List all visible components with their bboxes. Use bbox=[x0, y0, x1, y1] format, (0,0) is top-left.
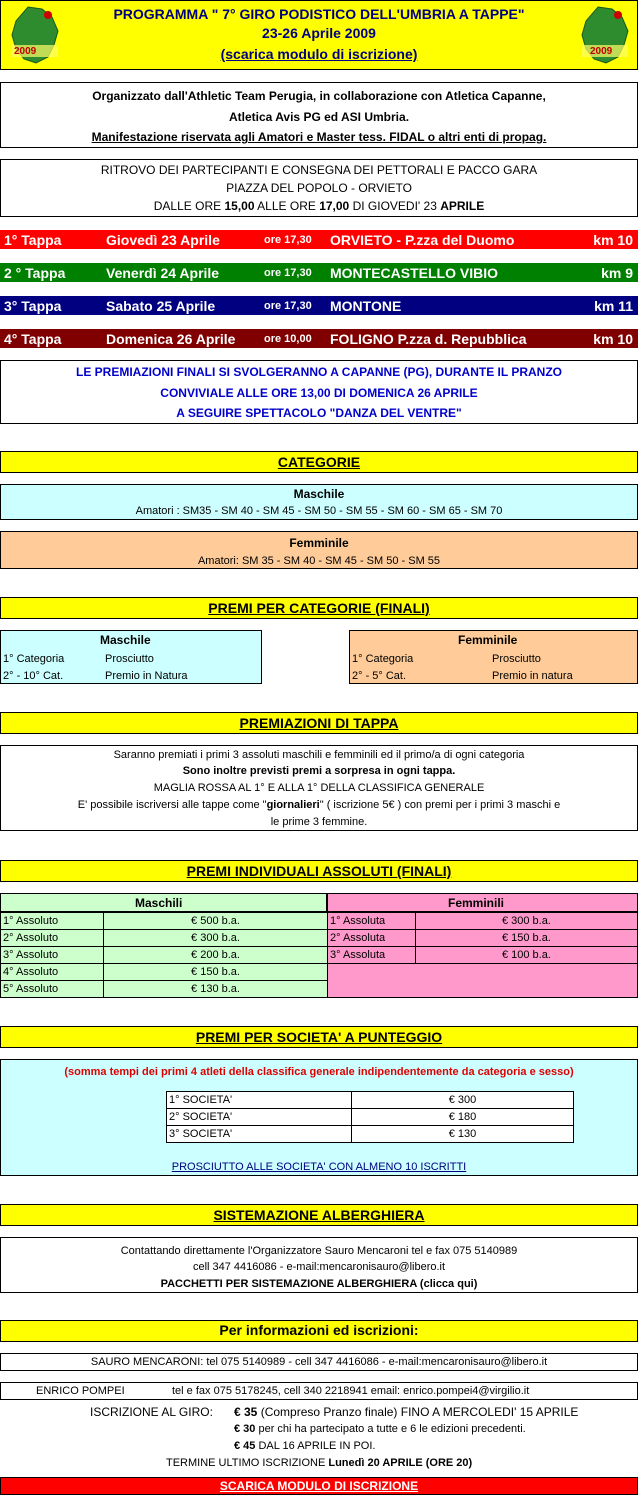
stage-row-4: 4° Tappa Domenica 26 Aprile ore 10,00 FOLIGNO P.zza d. Repubblica km 10 bbox=[0, 329, 638, 348]
premi-cat-m-row-2-cat: 2° - 10° Cat. bbox=[3, 670, 64, 682]
info-contact-1: SAURO MENCARONI: tel 075 5140989 - cell 347 4416086 - e-mail:mencaronisauro@libero.it bbox=[90, 1356, 548, 1368]
iscrizione-label: ISCRIZIONE AL GIRO: bbox=[90, 1405, 213, 1419]
ritrovo-line-1: RITROVO DEI PARTECIPANTI E CONSEGNA DEI PETTORALI E PACCO GARA bbox=[100, 163, 538, 177]
premi-ind-maschili-label: Maschili bbox=[135, 896, 183, 910]
premiazioni-finali-line-1: LE PREMIAZIONI FINALI SI SVOLGERANNO A CAPANNE (PG), DURANTE IL PRANZO bbox=[75, 365, 562, 379]
premiazioni-tappa-line-3: MAGLIA ROSSA AL 1° E ALLA 1° DELLA CLASSIFICA GENERALE bbox=[153, 782, 485, 794]
alberghiera-packages-link[interactable]: PACCHETTI PER SISTEMAZIONE ALBERGHIERA (clicca qui) bbox=[160, 1278, 478, 1290]
categorie-maschile-list: Amatori : SM35 - SM 40 - SM 45 - SM 50 - SM 55 - SM 60 - SM 65 - SM 70 bbox=[135, 505, 503, 517]
premi-ind-femminili-label: Femminili bbox=[448, 896, 505, 910]
organizer-line-2: Atletica Avis PG ed ASI Umbria. bbox=[228, 110, 410, 124]
premiazioni-tappa-title: PREMIAZIONI DI TAPPA bbox=[239, 715, 399, 731]
download-link-bottom[interactable]: SCARICA MODULO DI ISCRIZIONE bbox=[219, 1479, 419, 1493]
premiazioni-tappa-line-5: le prime 3 femmine. bbox=[270, 816, 368, 828]
premi-cat-m-row-2-prize: Premio in Natura bbox=[105, 670, 188, 682]
download-link-top[interactable]: (scarica modulo di iscrizione) bbox=[220, 46, 418, 62]
organizer-line-3: Manifestazione riservata agli Amatori e Master tess. FIDAL o altri enti di propag. bbox=[91, 130, 547, 144]
stage-row-3: 3° Tappa Sabato 25 Aprile ore 17,30 MONTONE km 11 bbox=[0, 296, 638, 315]
info-contact-2-name: ENRICO POMPEI bbox=[36, 1385, 125, 1397]
table-row: 1° SOCIETA' € 300 bbox=[167, 1092, 574, 1109]
categorie-maschile-label: Maschile bbox=[293, 487, 345, 501]
premi-ind-femminili-table bbox=[327, 912, 638, 964]
logo-year-left: 2009 bbox=[14, 46, 37, 57]
stage-row-2: 2 ° Tappa Venerdì 24 Aprile ore 17,30 MONTECASTELLO VIBIO km 9 bbox=[0, 263, 638, 282]
premi-individuali-title: PREMI INDIVIDUALI ASSOLUTI (FINALI) bbox=[186, 863, 452, 879]
table-row: 3° Assoluta € 100 b.a. bbox=[328, 947, 638, 964]
ritrovo-line-3: DALLE ORE 15,00 ALLE ORE 17,00 DI GIOVEDI' 23 APRILE bbox=[153, 199, 485, 213]
alberghiera-title: SISTEMAZIONE ALBERGHIERA bbox=[213, 1207, 425, 1223]
premiazioni-finali-line-2: CONVIVIALE ALLE ORE 13,00 DI DOMENICA 26 APRILE bbox=[160, 386, 478, 400]
table-row: 1° Assoluto € 500 b.a. bbox=[1, 913, 328, 930]
premi-societa-subtitle: (somma tempi dei primi 4 atleti della classifica generale indipendentemente da categoria e sesso) bbox=[64, 1066, 574, 1078]
premi-societa-table bbox=[166, 1091, 574, 1143]
premiazioni-tappa-line-4: E' possibile iscriversi alle tappe come "giornalieri" ( iscrizione 5€ ) con premi per i primi 3 maschi e bbox=[77, 799, 561, 811]
premi-societa-note: PROSCIUTTO ALLE SOCIETA' CON ALMENO 10 ISCRITTI bbox=[171, 1161, 467, 1173]
categorie-title: CATEGORIE bbox=[277, 454, 361, 470]
premiazioni-finali-line-3: A SEGUIRE SPETTACOLO "DANZA DEL VENTRE" bbox=[176, 406, 462, 420]
premiazioni-tappa-line-1: Saranno premiati i primi 3 assoluti maschili e femminili ed il primo/a di ogni categoria bbox=[113, 749, 525, 761]
iscrizione-price-2: € 30 per chi ha partecipato a tutte e 6 le edizioni precedenti. bbox=[234, 1423, 526, 1435]
table-row: 4° Assoluto € 150 b.a. bbox=[1, 964, 328, 981]
table-row: 2° Assoluto € 300 b.a. bbox=[1, 930, 328, 947]
premi-cat-femminile-label: Femminile bbox=[458, 633, 518, 647]
premi-cat-maschile-label: Maschile bbox=[100, 633, 151, 647]
alberghiera-line-2: cell 347 4416086 - e-mail:mencaronisauro@libero.it bbox=[192, 1261, 446, 1273]
table-row: 3° SOCIETA' € 130 bbox=[167, 1126, 574, 1143]
info-contact-2-details: tel e fax 075 5178245, cell 340 2218941 email: enrico.pompei4@virgilio.it bbox=[172, 1385, 530, 1397]
info-title: Per informazioni ed iscrizioni: bbox=[219, 1322, 419, 1338]
stage-row-1: 1° Tappa Giovedì 23 Aprile ore 17,30 ORVIETO - P.zza del Duomo km 10 bbox=[0, 230, 638, 249]
logo-year-right: 2009 bbox=[590, 46, 613, 57]
alberghiera-line-1: Contattando direttamente l'Organizzatore Sauro Mencaroni tel e fax 075 5140989 bbox=[120, 1245, 518, 1257]
premi-cat-m-row-1-prize: Prosciutto bbox=[105, 653, 154, 665]
table-row: 3° Assoluto € 200 b.a. bbox=[1, 947, 328, 964]
premi-cat-m-row-1-cat: 1° Categoria bbox=[3, 653, 65, 665]
event-dates: 23-26 Aprile 2009 bbox=[262, 25, 376, 41]
table-row: 1° Assoluta € 300 b.a. bbox=[328, 913, 638, 930]
iscrizione-price-1: € 35 (Compreso Pranzo finale) FINO A MERCOLEDI' 15 APRILE bbox=[234, 1405, 579, 1419]
table-row: 2° SOCIETA' € 180 bbox=[167, 1109, 574, 1126]
premi-categorie-title: PREMI PER CATEGORIE (FINALI) bbox=[208, 600, 430, 616]
premi-cat-f-row-2-prize: Premio in natura bbox=[492, 670, 573, 682]
table-row: 5° Assoluto € 130 b.a. bbox=[1, 981, 328, 998]
categorie-femminile-list: Amatori: SM 35 - SM 40 - SM 45 - SM 50 - SM 55 bbox=[197, 555, 441, 567]
ritrovo-line-2: PIAZZA DEL POPOLO - ORVIETO bbox=[226, 181, 412, 195]
iscrizione-termine: TERMINE ULTIMO ISCRIZIONE Lunedì 20 APRILE (ORE 20) bbox=[166, 1457, 473, 1469]
premi-ind-maschili-table bbox=[0, 912, 328, 998]
table-row: 2° Assoluta € 150 b.a. bbox=[328, 930, 638, 947]
premi-cat-f-row-1-cat: 1° Categoria bbox=[352, 653, 414, 665]
page-title: PROGRAMMA " 7° GIRO PODISTICO DELL'UMBRIA A TAPPE" bbox=[113, 6, 525, 22]
premi-cat-f-row-2-cat: 2° - 5° Cat. bbox=[352, 670, 407, 682]
premi-cat-f-row-1-prize: Prosciutto bbox=[492, 653, 541, 665]
premi-societa-title: PREMI PER SOCIETA' A PUNTEGGIO bbox=[195, 1029, 443, 1045]
iscrizione-price-3: € 45 DAL 16 APRILE IN POI. bbox=[234, 1440, 376, 1452]
premiazioni-tappa-line-2: Sono inoltre previsti premi a sorpresa in ogni tappa. bbox=[182, 765, 456, 777]
organizer-line-1: Organizzato dall'Athletic Team Perugia, in collaborazione con Atletica Capanne, bbox=[92, 89, 546, 103]
categorie-femminile-label: Femminile bbox=[289, 536, 349, 550]
